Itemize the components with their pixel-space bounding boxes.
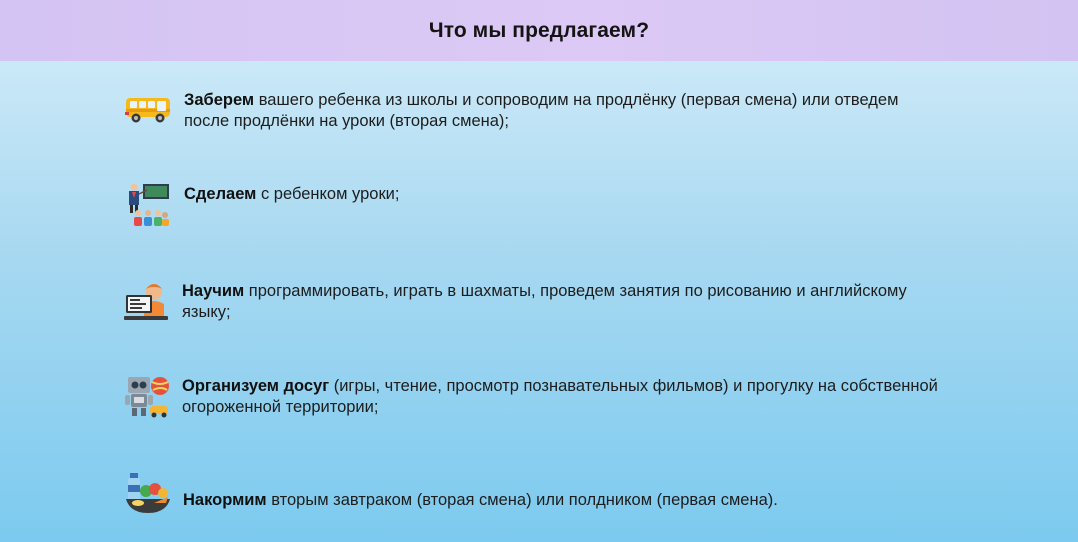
offer-item-text [184, 184, 944, 205]
offer-item-bold: Заберем [184, 91, 255, 109]
offer-item-text [182, 376, 942, 418]
page-title: Что мы предлагаем? [428, 18, 650, 42]
food-groceries-icon [124, 471, 172, 520]
offer-item-rest: (игры, чтение, просмотр познавательных фильмов) и прогулку на собственной огороженной территории; [182, 377, 938, 416]
offer-item-bold: Сделаем [184, 185, 257, 203]
offer-item-bold: Организуем досуг [182, 377, 330, 395]
offer-item-text [184, 90, 944, 132]
offer-item-text [183, 490, 943, 511]
offer-item-bold: Накормим [183, 491, 267, 509]
offer-item-rest: с ребенком уроки; [256, 185, 400, 203]
offer-item-text [182, 281, 942, 323]
school-bus-icon [124, 96, 172, 129]
toys-robot-icon [124, 374, 170, 423]
classroom-teacher-icon [125, 182, 171, 233]
offer-item-bold: Научим [182, 282, 245, 300]
offer-item-rest: вашего ребенка из школы и сопроводим на продлёнку (первая смена) или отведем после продлёнки на уроки (вторая смена); [184, 91, 899, 130]
student-computer-icon [124, 280, 170, 329]
header-bar [0, 0, 1078, 61]
offer-item-rest: программировать, играть в шахматы, проведем занятия по рисованию и английскому языку; [182, 282, 907, 321]
offer-item-rest: вторым завтраком (вторая смена) или полдником (первая смена). [266, 491, 778, 509]
